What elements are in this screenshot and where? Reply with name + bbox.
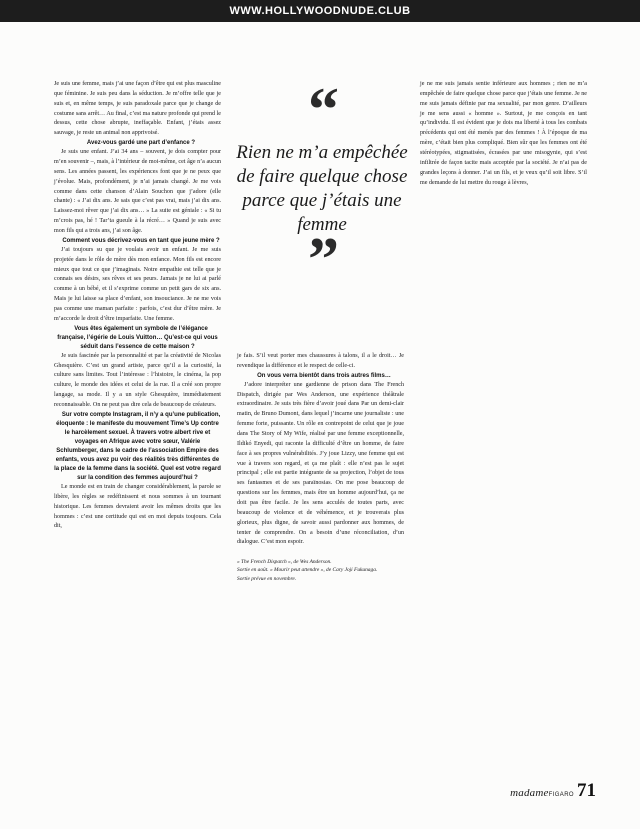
footnote: Sortie en août. « Mourir peut attendre », de Cary Joji Fukunaga.	[237, 567, 378, 574]
magazine-sub-name: FIGARO	[548, 792, 574, 798]
interview-question: Comment vous décrivez-vous en tant que jeune mère ?	[62, 237, 220, 244]
interview-question: On vous verra bientôt dans trois autres films…	[257, 372, 391, 379]
paragraph: Je suis fascinée par la personnalité et par la créativité de Nicolas Ghesquière. C’est un grand artiste, parce qu’il a la curiosité, la culture sans limites. Tout l’intéresse : l’histoire, le cinéma, la pop culture, le monde des idées et celui de la rue. Il a créé son propre langage, sa mode. Il y a un style Ghesquière, immédiatement reconnaissable. On ne peut pas dire cela de beaucoup de créateurs.	[54, 352, 221, 409]
footnote: Sortie prévue en novembre.	[237, 575, 297, 582]
paragraph: J’adore interpréter une gardienne de prison dans The French Dispatch, dirigée par Wes Anderson, une expérience théâtrale extraordinaire. Je suis très fière d’avoir joué dans Par un demi-clair matin, de Bruno Dumont, dans lequel j’incarne une journaliste : une femme forte, puissante. Un rôle en contrepoint de celui que je joue dans The Story of My Wife, réalisé par une femme exceptionnelle, Ildikó Enyedi, qui raconte la difficulté d’être un homme, de faire face à ses propres vulnérabilités. J’y joue Lizzy, une femme qui est vue à travers son regard, et ça me plaît : elle n’est pas le sujet principal ; elle est partie intégrante de sa projection, l’objet de tous ses fantasmes et de ses paraïnosias. On me pose beaucoup de questions sur les femmes, mais être un homme aujourd’hui, ça ne doit pas être facile. Je les sens acculés de toutes parts, avec beaucoup de violence et de véhémence, et je trouverais plus glorieux, plus digne, de savoir aussi pardonner aux hommes, de tenter de comprendre. On a besoin d’une réconciliation, d’un dialogue. C’est mon espoir.	[237, 381, 404, 546]
column-right	[420, 80, 587, 770]
watermark-banner	[0, 0, 640, 22]
paragraph: Je suis une femme, mais j’ai une façon d’être qui est plus masculine que féminine. Je suis peu dans la séduction. Je m’offre telle que je suis et, en même temps, je suis paradoxale parce que je change de costume sans arrêt… Au final, c’est ma nature profonde qui prend le dessus, cette chose abrupte, ineffaçable. Enfant, j’étais assez sauvage, je reste un animal non apprivoisé.	[54, 81, 221, 137]
paragraph: J’ai toujours su que je voulais avoir un enfant. Je me suis projetée dans le rôle de mère dès mon enfance. Mon fils est encore mieux que tout ce que j’imaginais. Notre empathie est telle que je connais ses désirs, ses rêves et ses peurs. Jamais je ne lui ai parlé comme à un bébé, et il s’exprime comme un petit gars de six ans. Mais je lui laisse sa place d’enfant, son insouciance. Je ne me vois pas comme une maman parfaite : parfois, c’est dur d’être mère. Je m’accorde le droit d’être imparfaite. Une femme.	[54, 246, 221, 322]
magazine-logo	[510, 787, 574, 799]
interview-question: Vous êtes également un symbole de l’élégance française, l’égérie de Louis Vuitton… Qu’est-ce qui vous séduit dans l’essence de cette maison ?	[57, 325, 218, 350]
watermark-text: WWW.HOLLYWOODNUDE.CLUB	[229, 5, 411, 17]
folio	[510, 779, 596, 801]
interview-question: Sur votre compte Instagram, il n’y a qu’une publication, éloquente : le manifeste du mouvement Time’s Up contre le harcèlement sexuel. À travers votre albert rive et voyages en Afrique avec votre sœur, Valérie Schlumberger, dans le cadre de l’association Empire des enfants, vous avez pu voir des réalités très différentes de la place de la femme dans la société. Quel est votre regard sur la condition des femmes aujourd’hui ?	[54, 411, 221, 481]
column-left	[54, 80, 221, 770]
pull-quote-text: Rien ne m’a empêchée de faire quelque chose parce que j’étais une femme	[236, 142, 408, 235]
paragraph: Je suis une enfant. J’ai 34 ans – souvent, je dois compter pour m’en souvenir –, mais, à l’intérieur de moi-même, cet âge n’a aucun sens. Les années passent, les expériences font que je ne peux que j’évolue. Mais, profondément, je n’ai jamais changé. Je me vois comme dans cette chanson d’Alain Souchon que j’adore (elle chante) : « J’ai dix ans. Je sais que c’est pas vrai, mais j’ai dix ans. Laissez-moi rêver que j’ai dix ans… » La suite est géniale : « Si tu m’crois pas, hé ! Tar’ta gueule à la récré… » Quand je suis avec mon fils qui a trois ans, j’ai son âge.	[54, 149, 221, 235]
paragraph: je ne me suis jamais sentie inférieure aux hommes ; rien ne m’a empêchée de faire quelque chose parce que j’étais une femme. Je ne me suis jamais définie par ma sexualité, par mon genre. D’ailleurs je me sens aussi « homme ». Surtout, je me conçois en tant qu’individu. Il est évident que je dois ma liberté à tous les combats précédents qui ont été menés par des femmes ! À l’époque de ma mère, c’était bien plus compliqué. Bien sûr que les femmes ont été stéréotypées, stigmatisées, écrasées par une misogynie, qui s’est infiltrée de façon tacite mais acceptée par la société. Je n’ai pas de grandes leçons à donner. J’ai un fils, et je veux qu’il soit libre. S’il me demande de lui mettre du rouge à lèvres,	[420, 81, 587, 186]
footnote: « The French Dispatch », de Wes Anderson.	[237, 559, 332, 566]
column-middle	[237, 80, 404, 770]
quote-close-marks: ”	[308, 225, 336, 294]
magazine-name: madame	[510, 787, 549, 799]
interview-question: Avez-vous gardé une part d’enfance ?	[86, 140, 196, 147]
page-sheet	[0, 22, 640, 829]
quote-open-marks: “	[308, 76, 336, 144]
footnotes	[237, 558, 404, 582]
article-columns	[54, 76, 588, 770]
paragraph: je fais. S’il veut porter mes chaussures à talons, il a le droit… Je revendique la différence et le respect de celle-ci.	[237, 353, 404, 369]
page-number: 71	[577, 779, 596, 801]
paragraph: Le monde est en train de changer considérablement, la parole se libère, les règles se redéfinissent et nous sommes à un tournant historique. Les femmes devraient avoir les mêmes droits que les hommes : c’est une certitude qui est en moi depuis toujours. Cela dit,	[54, 483, 221, 530]
